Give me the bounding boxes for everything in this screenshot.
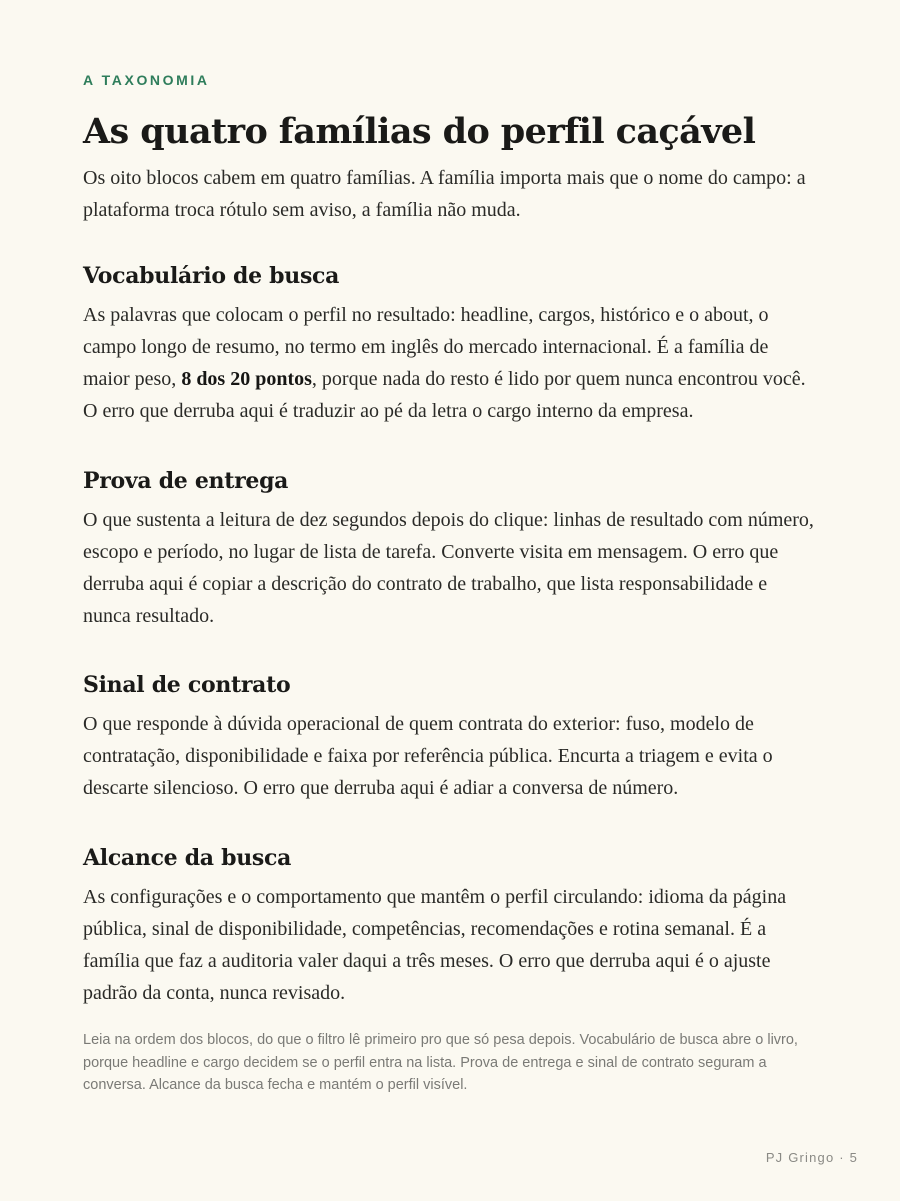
page-title: As quatro famílias do perfil caçável	[83, 111, 756, 152]
section-prova-de-entrega	[83, 464, 818, 632]
section-paragraph: As configurações e o comportamento que mantêm o perfil circulando: idioma da página pública, sinal de disponibilidade, competências, recomendações e rotina semanal. É a família que faz a auditoria valer daqui a três meses. O erro que derruba aqui é o ajuste padrão da conta, nunca revisado.	[83, 886, 787, 1004]
page-footer: PJ Gringo · 5	[765, 1150, 858, 1165]
section-paragraph: O que responde à dúvida operacional de quem contrata do exterior: fuso, modelo de contratação, disponibilidade e faixa por referência pública. Encurta a triagem e evita o descarte silencioso. O erro que derruba aqui é adiar a conversa de número.	[83, 713, 773, 799]
section-alcance-da-busca	[83, 841, 818, 1009]
score-emphasis: 8 dos 20 pontos	[181, 368, 312, 390]
section-heading: Alcance da busca	[83, 845, 292, 871]
intro	[83, 162, 818, 226]
section-vocabulario-de-busca	[83, 259, 818, 427]
paragraph-text: As palavras que colocam o perfil no resultado: headline, cargos, histórico e o about, o campo longo de resumo, no termo em inglês do mercado internacional. É a família de maior peso,	[83, 304, 769, 390]
section-heading: Sinal de contrato	[83, 672, 291, 698]
section-paragraph: O que sustenta a leitura de dez segundos depois do clique: linhas de resultado com número, escopo e período, no lugar de lista de tarefa. Converte visita em mensagem. O erro que derruba aqui é copiar a descrição do contrato de trabalho, que lista responsabilidade e nunca resultado.	[83, 509, 814, 627]
section-eyebrow: A TAXONOMIA	[83, 72, 210, 88]
reading-note: Leia na ordem dos blocos, do que o filtro lê primeiro pro que só pesa depois. Vocabulário de busca abre o livro, porque headline e cargo decidem se o perfil entra na lista. Prova de entrega e sinal de contrato seguram a conversa. Alcance da busca fecha e mantém o perfil visível.	[83, 1032, 798, 1093]
section-heading: Prova de entrega	[83, 468, 289, 494]
section-heading: Vocabulário de busca	[83, 263, 340, 289]
paragraph-text: , porque nada do resto é lido por quem nunca encontrou você. O erro que derruba aqui é traduzir ao pé da letra o cargo interno da empresa.	[83, 368, 806, 422]
intro-paragraph: Os oito blocos cabem em quatro famílias. A família importa mais que o nome do campo: a plataforma troca rótulo sem aviso, a família não muda.	[83, 167, 806, 221]
section-sinal-de-contrato	[83, 668, 818, 804]
section-paragraph	[83, 299, 818, 427]
